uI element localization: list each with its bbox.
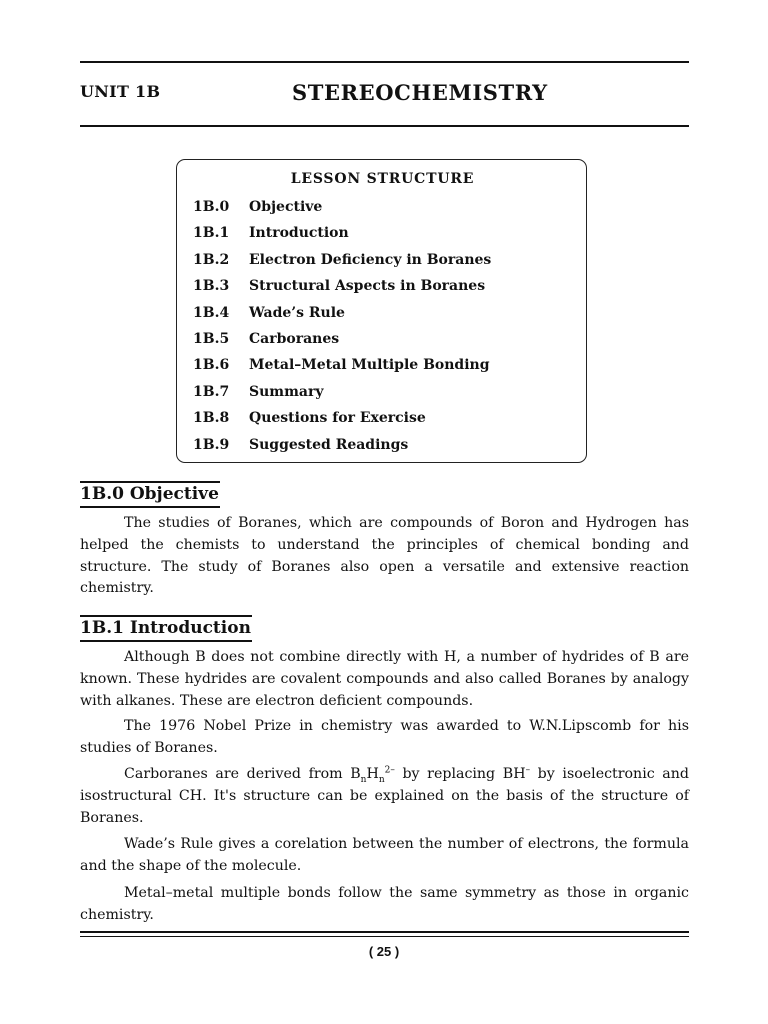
lesson-item-number: 1B.8 <box>193 410 230 427</box>
intro-paragraph-5 <box>80 883 689 927</box>
footer-rule-thin <box>80 936 689 937</box>
section-heading-text: 1B.0 Objective <box>80 481 220 508</box>
unit-label: UNIT 1B <box>80 82 161 101</box>
unit-title: STEREOCHEMISTRY <box>292 80 548 105</box>
lesson-structure-list <box>193 197 491 461</box>
subscript-n: n <box>360 774 367 785</box>
lesson-item <box>193 329 491 355</box>
intro-text-3c: by replacing BH <box>394 766 526 782</box>
lesson-item-label: Carboranes <box>249 330 340 347</box>
objective-text: The studies of Boranes, which are compounds of Boron and Hydrogen has helped the chemists to understand the principles of chemical bonding and structure. The study of Boranes also open a versatile and extensive reaction chemistry. <box>80 515 689 597</box>
lesson-item-number: 1B.0 <box>193 199 230 215</box>
lesson-item-number: 1B.1 <box>193 225 230 242</box>
subscript-n: n <box>378 774 385 785</box>
lesson-item-number: 1B.9 <box>193 436 230 453</box>
lesson-item <box>193 250 491 276</box>
intro-text-4: Wade’s Rule gives a corelation between the number of electrons, the formula and the shape of the molecule. <box>80 836 689 874</box>
intro-paragraph-1 <box>80 647 689 712</box>
objective-paragraph <box>80 513 689 600</box>
lesson-item <box>193 276 491 302</box>
lesson-item-number: 1B.7 <box>193 383 230 400</box>
lesson-item-label: Wade’s Rule <box>249 304 345 321</box>
intro-text-3a: Carboranes are derived from B <box>124 766 361 782</box>
lesson-item-label: Summary <box>249 383 324 400</box>
lesson-item <box>193 303 491 329</box>
lesson-item-label: Suggested Readings <box>249 436 409 453</box>
lesson-item-label: Questions for Exercise <box>249 410 426 427</box>
lesson-item <box>193 197 491 223</box>
lesson-item-number: 1B.3 <box>193 278 230 295</box>
section-heading-text: 1B.1 Introduction <box>80 615 252 642</box>
lesson-item-number: 1B.2 <box>193 251 230 268</box>
lesson-structure-box <box>176 159 587 463</box>
lesson-item-label: Structural Aspects in Boranes <box>249 278 486 295</box>
lesson-item-number: 1B.4 <box>193 304 230 321</box>
lesson-item <box>193 382 491 408</box>
superscript-charge: – <box>525 765 531 776</box>
lesson-item-label: Metal–Metal Multiple Bonding <box>249 357 490 374</box>
superscript-charge: 2– <box>384 765 395 776</box>
lesson-item-number: 1B.6 <box>193 357 230 374</box>
lesson-item-label: Introduction <box>249 225 349 242</box>
lesson-item-number: 1B.5 <box>193 330 230 347</box>
intro-text-5: Metal–metal multiple bonds follow the same symmetry as those in organic chemistry. <box>80 885 689 923</box>
lesson-item <box>193 408 491 434</box>
intro-paragraph-2 <box>80 716 689 760</box>
intro-text-1: Although B does not combine directly with H, a number of hydrides of B are known. These hydrides are covalent compounds and also called Boranes by analogy with alkanes. These are electron deficient compounds. <box>80 649 689 709</box>
intro-text-3d: by isoelectronic and isostructural CH. It's structure can be explained on the basis of the structure of Boranes. <box>80 766 689 826</box>
lesson-item <box>193 435 491 461</box>
section-heading-introduction <box>80 615 252 642</box>
intro-text-2: The 1976 Nobel Prize in chemistry was awarded to W.N.Lipscomb for his studies of Boranes. <box>80 718 689 756</box>
section-heading-objective <box>80 481 220 508</box>
intro-paragraph-4 <box>80 834 689 878</box>
lesson-item-label: Objective <box>249 199 323 215</box>
lesson-item-label: Electron Deficiency in Boranes <box>249 251 492 268</box>
header-top-rule <box>80 61 689 63</box>
intro-text-3b: H <box>366 766 379 782</box>
lesson-structure-title: LESSON STRUCTURE <box>290 171 475 187</box>
lesson-item <box>193 355 491 381</box>
intro-paragraph-3 <box>80 764 689 829</box>
page-number: ( 25 ) <box>368 944 400 959</box>
footer-rule-thick <box>80 931 689 933</box>
lesson-item <box>193 223 491 249</box>
header-bottom-rule <box>80 125 689 127</box>
